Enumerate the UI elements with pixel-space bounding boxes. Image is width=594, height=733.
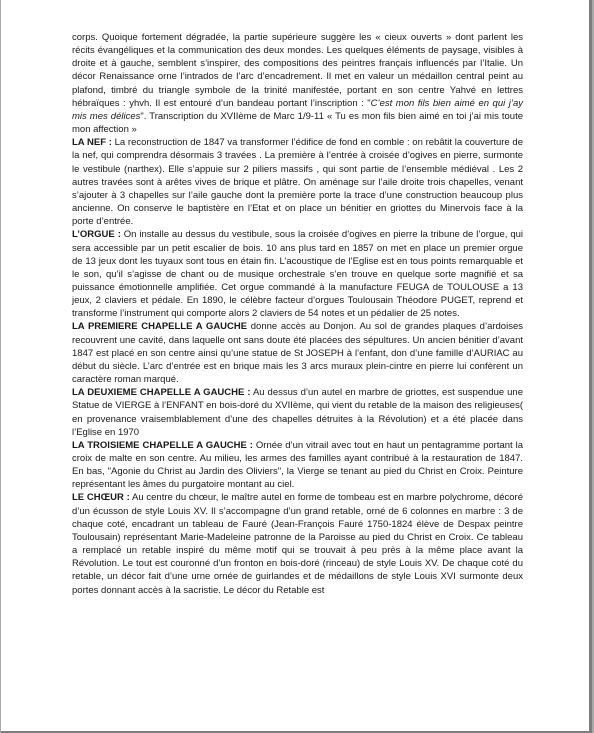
document-text — [72, 31, 523, 597]
paragraph-nef — [72, 136, 523, 228]
section-body: donne accès au Donjon. Au sol de grandes plaques d’ardoises recouvrent une cavité, dans laquelle ont sans doute été placées des sépultures. Un ancien bénitier d’avant 1847 est placé en son centre ainsi qu’une statue de St JOSEPH à l’enfant, don d’une famille d’AURIAC au début du siècle. L’arc d’entrée est en brique mais les 3 arcs muraux plein-cintre en pierre lui confèrent un caractère roman marqué. — [72, 321, 523, 386]
inscription-quote: C’est mon fils bien aimé en qui j’ay mis mes délices — [72, 97, 523, 122]
section-heading: LA DEUXIEME CHAPELLE A GAUCHE : — [72, 387, 251, 399]
paragraph-troisieme-chapelle — [72, 439, 523, 492]
section-heading: LA NEF : — [72, 137, 112, 149]
intro-text-continued: ". Transcription du XVIIème de Marc 1/9-11 « Tu es mon fils bien aimé en toi j’ai mis toute mon affection » — [72, 110, 523, 136]
intro-text: corps. Quoique fortement dégradée, la partie supérieure suggère les « cieux ouverts » dont parlent les récits évangéliques et la communication des deux mondes. Les quelques éléments de paysage, visibles à droite et à gauche, semblent s’inspirer, des compositions des peintres français influencés par l’Italie. Un décor Renaissance orne l’intrados de l’arc d’encadrement. Il met en valeur un médaillon central peint au plafond, timbré du triangle symbole de la trinité manifestée, portant en son centre Yahvé en lettres hébraïques : yhvh. Il est entouré d’un bandeau portant l’inscription : " — [72, 32, 523, 109]
document-page — [1, 0, 592, 733]
section-body: Au dessus d’un autel en marbre de griottes, est suspendue une Statue de VIERGE à l’ENFANT en bois-doré du XVIIème, qui vient du retable de la maison des religieuses( en provenance vraisemblablement d’une des chapelles détruites à la Révolution) et a été placée dans l’Eglise en 1970 — [72, 387, 524, 438]
paragraph-orgue — [72, 228, 523, 320]
paragraph-intro — [72, 31, 523, 136]
paragraph-deuxieme-chapelle — [72, 386, 523, 439]
section-heading: L’ORGUE : — [72, 229, 121, 241]
paragraph-premiere-chapelle — [72, 320, 523, 386]
section-heading: LE CHŒUR : — [72, 492, 130, 504]
section-heading: LA PREMIERE CHAPELLE A GAUCHE — [72, 321, 248, 333]
section-body: Au centre du chœur, le maître autel en forme de tombeau est en marbre polychrome, décoré d’un écusson de style Louis XV. Il s’accompagne d’un grand retable, orné de 6 colonnes en marbre : 3 de chaque coté, encadrant un tableau de Fauré (Jean-François Fauré 1750-1824 élève de Despax peintre Toulousain) représentant Marie-Madeleine patronne de la Paroisse au pied du Christ en Croix. Ce tableau a remplacé un retable inspiré du même motif qui se trouvait à peu près à la même place avant la Révolution. Le tout est couronné d’un fronton en bois-doré (rinceau) de style Louis XV. De chaque coté du retable, un décor fait d’une urne ornée de guirlandes et de médaillons de style Louis XVI surmonte deux portes donnant accès à la sacristie. Le décor du Retable est — [72, 492, 523, 596]
paragraph-choeur — [72, 491, 523, 596]
section-body: La reconstruction de 1847 va transformer l’édifice de fond en comble : on rebâtit la couverture de la nef, qui comprendra désormais 3 travées . La première à l’entrée à croisée d’ogives en pierre, surmonte le vestibule (narthex). Elle s’appuie sur 2 piliers massifs , qui sont partie de l’ensemble médiéval . Les 2 autres travées sont à arêtes vives de brique et plâtre. On aménage sur l’aile droite trois chapelles, venant s’ajouter à 3 chapelles sur l’aile gauche dont la première porte la trace d’une construction beaucoup plus ancienne. On conserve le baptistère en l’Etat et on place un bénitier en griottes du Minervois face à la porte d’entrée. — [72, 137, 523, 228]
section-heading: LA TROISIEME CHAPELLE A GAUCHE : — [72, 439, 253, 451]
section-body: On installe au dessus du vestibule, sous la croisée d’ogives en pierre la tribune de l’orgue, qui sera accessible par un petit escalier de bois. 10 ans plus tard en 1857 on met en place un premier orgue de 13 jeux dont les tuyaux sont tous en étain fin. L’acoustique de l’Eglise est en tous points remarquable et le son, qu’il s’agisse de chant ou de musique orchestrale s’en trouve en quelque sorte magnifié et sa puissance émotionnelle amplifiée. Cet orgue commandé à la manufacture FEUGA de TOULOUSE a 13 jeux, 2 claviers et pédale. En 1890, le célèbre facteur d’orgues Toulousain Théodore PUGET, reprend et transforme l’instrument qui comporte alors 2 claviers de 54 notes et un pédalier de 25 notes. — [72, 229, 523, 320]
section-body: Ornée d’un vitrail avec tout en haut un pentagramme portant la croix de malte en son centre. Au milieu, les armes des familles ayant contribué à la restauration de 1847. En bas, "Agonie du Christ au Jardin des Oliviers", la Vierge se tenant au pied du Christ en Croix. Peinture représentant les âmes du purgatoire montant au ciel. — [72, 439, 523, 491]
